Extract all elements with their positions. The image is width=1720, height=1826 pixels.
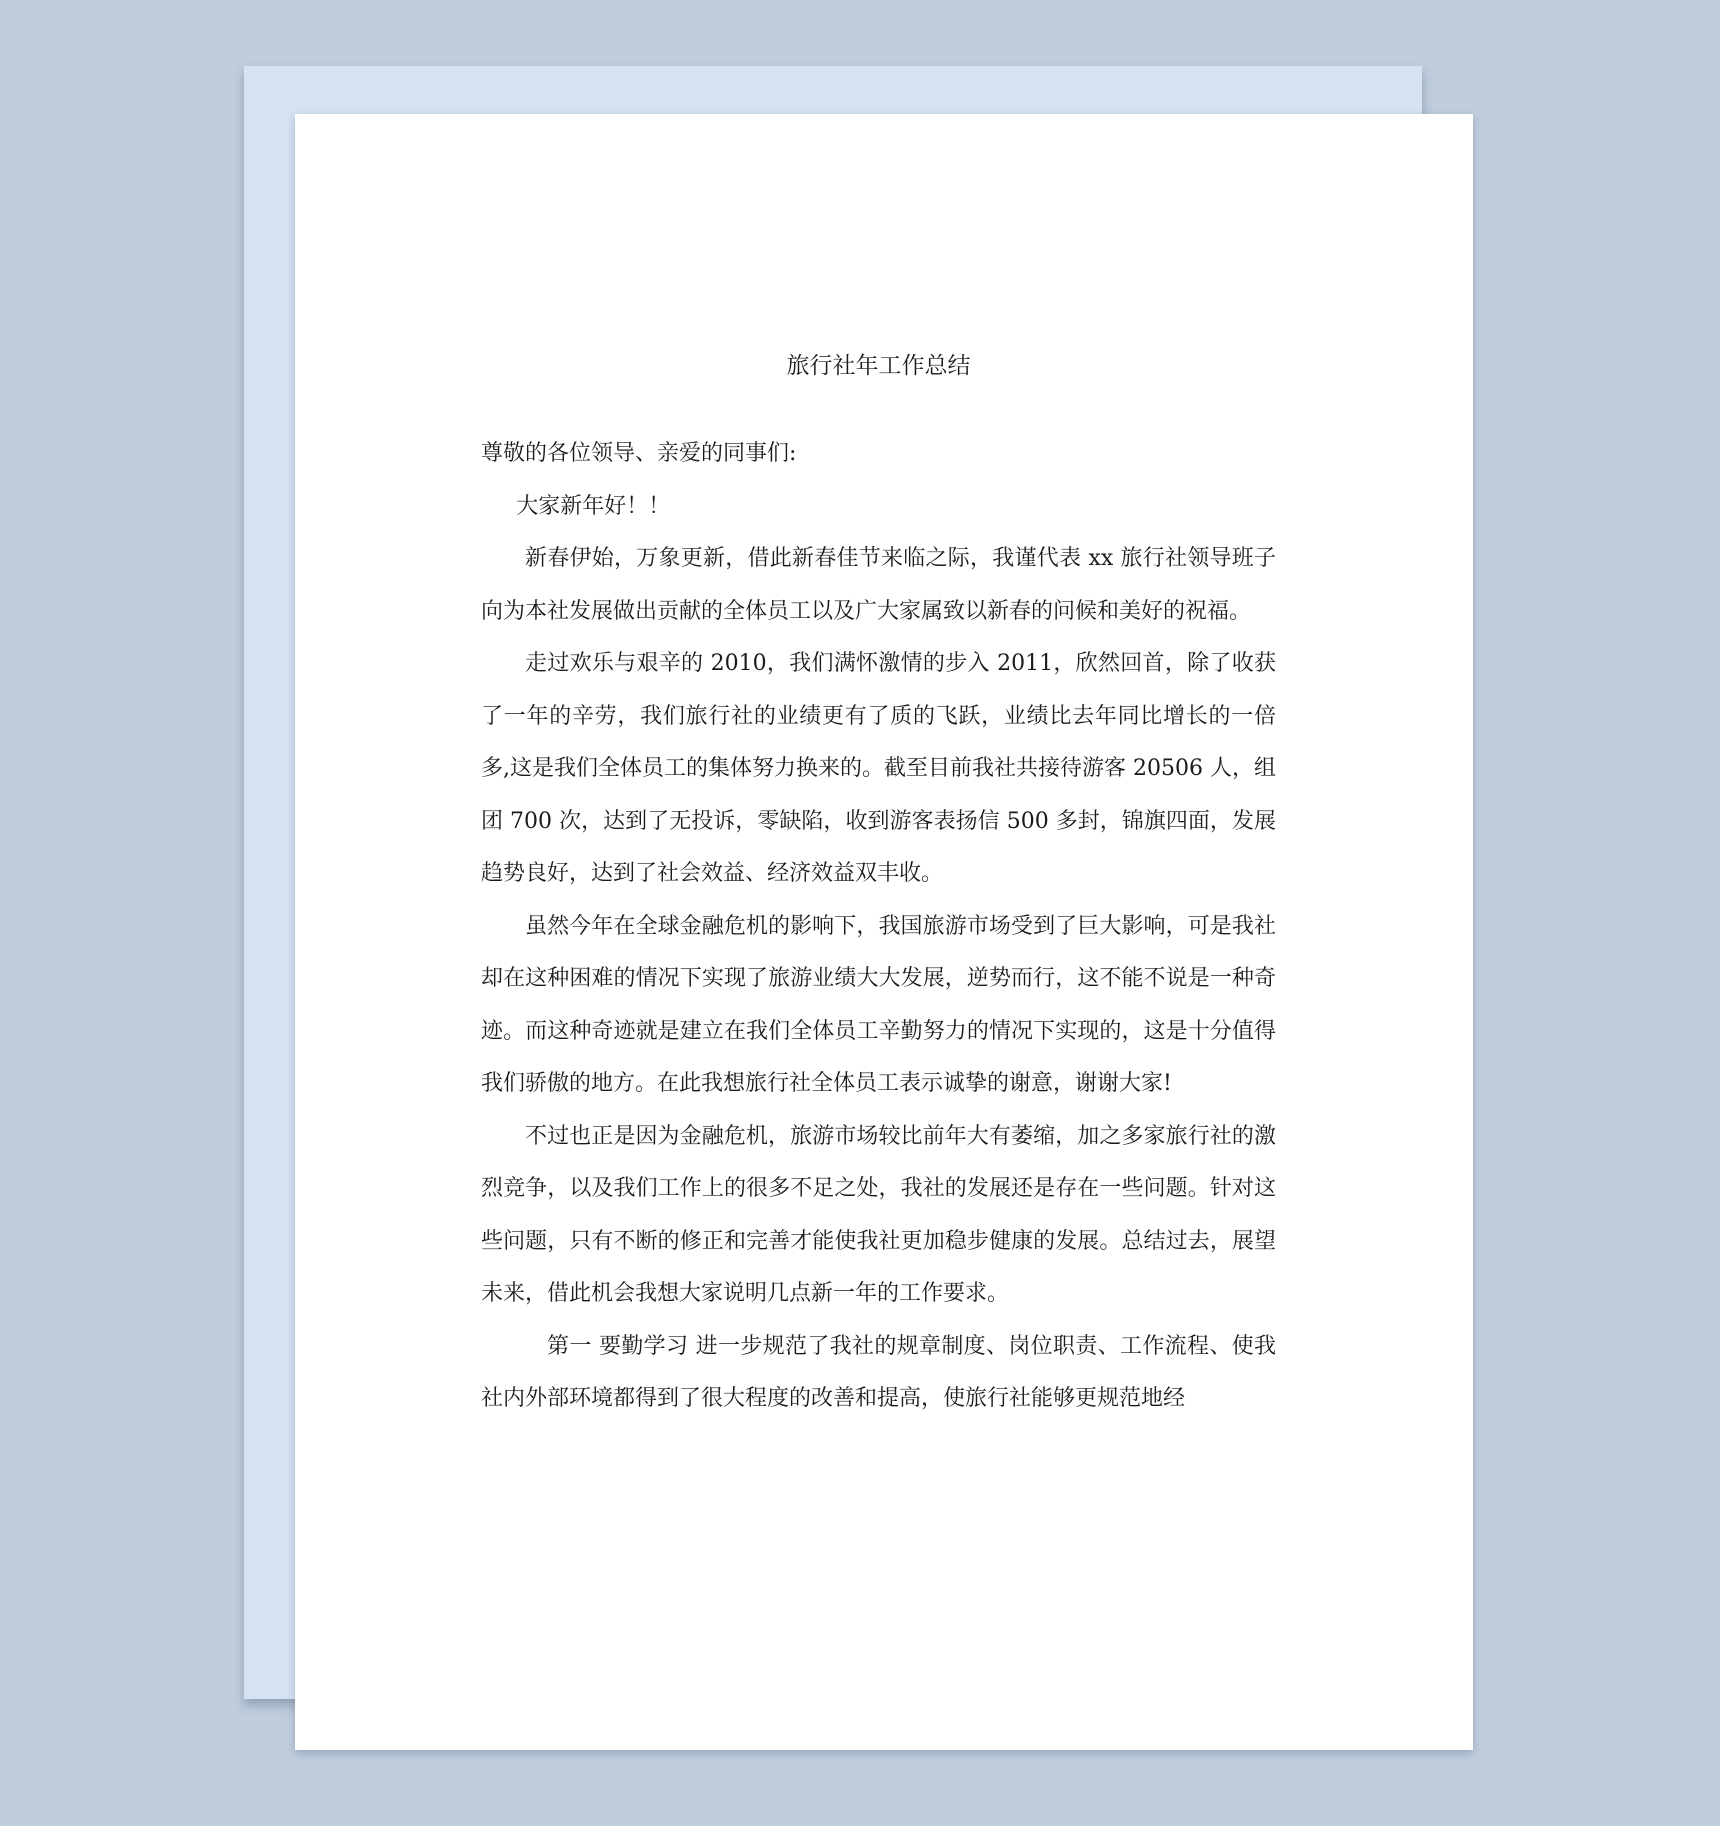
salutation: 尊敬的各位领导、亲爱的同事们: [481,441,797,466]
paragraph: 新春伊始，万象更新，借此新春佳节来临之际，我谨代表 xx 旅行社领导班子向为本社发展做出贡献的全体员工以及广大家属致以新春的问候和美好的祝福。 [481,546,1276,624]
paragraph: 虽然今年在全球金融危机的影响下，我国旅游市场受到了巨大影响，可是我社却在这种困难的情况下实现了旅游业绩大大发展，逆势而行，这不能不说是一种奇迹。而这种奇迹就是建立在我们全体员工辛勤努力的情况下实现的，这是十分值得我们骄傲的地方。在此我想旅行社全体员工表示诚挚的谢意，谢谢大家! [481,913,1276,1096]
greeting: 大家新年好！！ [516,493,671,519]
document-body [481,350,1276,1426]
paragraph: 不过也正是因为金融危机，旅游市场较比前年大有萎缩，加之多家旅行社的激烈竞争，以及我们工作上的很多不足之处，我社的发展还是存在一些问题。针对这些问题，只有不断的修正和完善才能使我社更加稳步健康的发展。总结过去，展望未来，借此机会我想大家说明几点新一年的工作要求。 [481,1123,1276,1306]
paragraph: 走过欢乐与艰辛的 2010，我们满怀激情的步入 2011，欣然回首，除了收获了一年的辛劳，我们旅行社的业绩更有了质的飞跃，业绩比去年同比增长的一倍多,这是我们全体员工的集体努力换来的。截至目前我社共接待游客 20506 人，组团 700 次，达到了无投诉，零缺陷，收到游客表扬信 500 多封，锦旗四面，发展趋势良好，达到了社会效益、经济效益双丰收。 [481,651,1276,886]
paragraph: 第一 要勤学习 进一步规范了我社的规章制度、岗位职责、工作流程、使我社内外部环境都得到了很大程度的改善和提高，使旅行社能够更规范地经 [481,1333,1276,1411]
document-title: 旅行社年工作总结 [786,353,971,379]
document-page [295,114,1473,1750]
